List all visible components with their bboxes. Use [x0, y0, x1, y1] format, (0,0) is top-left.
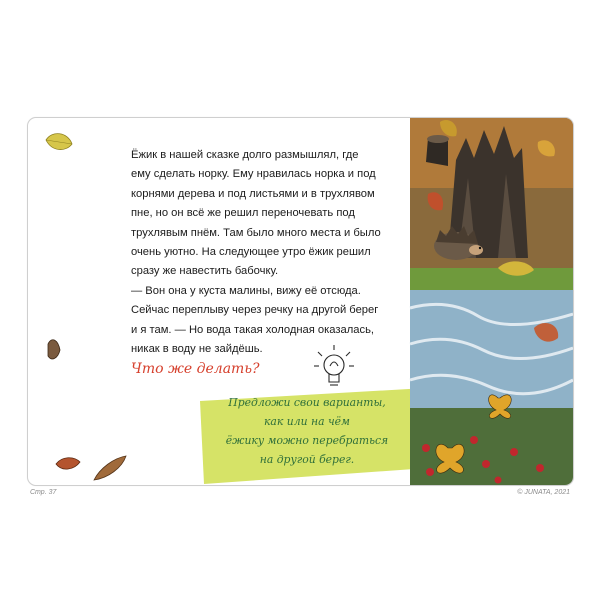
- note-line: ёжику можно перебраться: [225, 434, 389, 447]
- leaf-icon: [48, 340, 60, 359]
- story-line: корнями дерева и под листьями и в трухлявом: [131, 187, 375, 200]
- illustration: [410, 118, 573, 485]
- story-line: сразу же навестить бабочку.: [131, 265, 279, 278]
- leaf-icon: [56, 458, 80, 469]
- page-number: Стр. 37: [30, 489, 57, 496]
- story-line: Сейчас переплыву через речку на другой берег: [131, 304, 379, 317]
- note-line: как или на чём: [263, 415, 351, 428]
- story-line: пне, но он всё же решил переночевать под: [131, 207, 355, 220]
- task-note: [204, 393, 410, 469]
- tree-stump-icon: [426, 135, 449, 166]
- question-heading: Что же делать?: [131, 361, 260, 377]
- story-line: — Вон она у куста малины, вижу её отсюда.: [131, 284, 361, 297]
- story-line: ему сделать норку. Ему нравилась норка и под: [131, 168, 376, 181]
- story-text: [131, 146, 423, 359]
- leaf-icon: [94, 456, 126, 480]
- story-line: очень уютно. На следующее утро ёжик решил: [131, 246, 371, 259]
- book-page: [27, 117, 574, 486]
- note-line: на другой берег.: [259, 453, 355, 466]
- note-line: Предложи свои варианты,: [228, 396, 386, 409]
- copyright: © JUNATA, 2021: [517, 489, 570, 496]
- story-line: и я там. — Но вода такая холодная оказалась,: [131, 323, 375, 336]
- story-line: никак в воду не зайдёшь.: [131, 343, 263, 356]
- leaf-icon: [46, 134, 72, 150]
- story-line: трухлявым пнём. Там было много места и было: [131, 226, 381, 239]
- story-line: Ёжик в нашей сказке долго размышлял, где: [131, 149, 359, 161]
